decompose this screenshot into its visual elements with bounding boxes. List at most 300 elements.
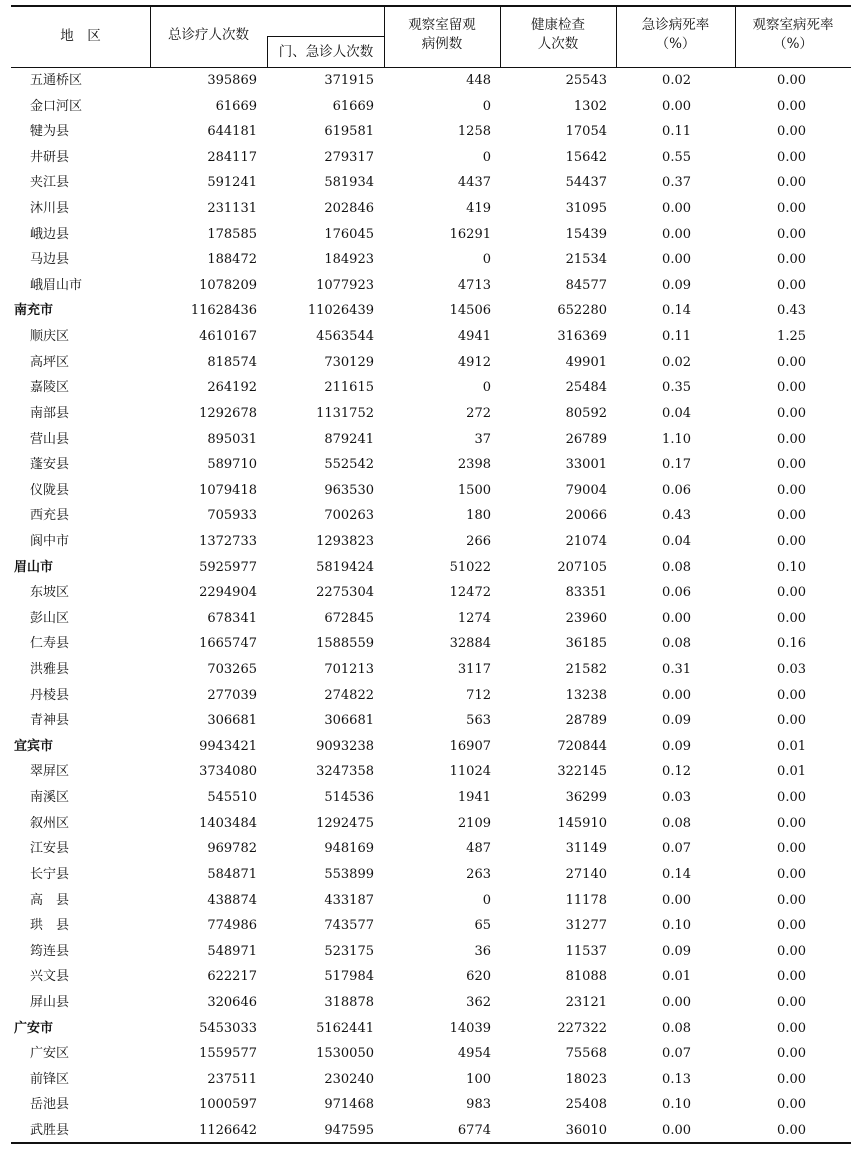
cell-outpatient: 581934 xyxy=(324,175,374,190)
cell-observation: 448 xyxy=(466,73,491,88)
cell-health: 23960 xyxy=(565,611,607,626)
cell-obs-rate: 0.01 xyxy=(777,739,806,754)
cell-health: 207105 xyxy=(557,560,607,575)
cell-observation: 11024 xyxy=(449,764,491,779)
cell-obs-rate: 0.00 xyxy=(777,969,806,984)
cell-outpatient: 4563544 xyxy=(316,329,374,344)
cell-obs-rate: 0.00 xyxy=(777,688,806,703)
cell-health: 31095 xyxy=(565,201,607,216)
cell-obs-rate: 0.00 xyxy=(777,483,806,498)
cell-observation: 4941 xyxy=(457,329,491,344)
region-name: 峨眉山市 xyxy=(30,278,83,293)
region-name: 长宁县 xyxy=(30,867,70,882)
cell-total: 591241 xyxy=(207,175,257,190)
region-name: 南充市 xyxy=(14,303,54,318)
cell-obs-rate: 0.00 xyxy=(777,611,806,626)
cell-outpatient: 553899 xyxy=(324,867,374,882)
cell-outpatient: 971468 xyxy=(324,1097,374,1112)
cell-outpatient: 11026439 xyxy=(307,303,374,318)
region-name: 翠屏区 xyxy=(30,764,70,779)
region-name: 叙州区 xyxy=(30,816,70,831)
region-name: 洪雅县 xyxy=(30,662,70,677)
cell-outpatient: 1077923 xyxy=(316,278,374,293)
cell-total: 705933 xyxy=(207,508,257,523)
region-name: 屏山县 xyxy=(30,995,70,1010)
cell-er-rate: 0.09 xyxy=(662,944,691,959)
cell-er-rate: 0.14 xyxy=(662,303,691,318)
cell-observation: 14506 xyxy=(449,303,491,318)
region-name: 岳池县 xyxy=(30,1097,70,1112)
region-name: 前锋区 xyxy=(30,1072,70,1087)
cell-total: 188472 xyxy=(207,252,257,267)
region-name: 马边县 xyxy=(30,252,70,267)
region-name: 夹江县 xyxy=(30,175,70,190)
cell-er-rate: 0.00 xyxy=(662,893,691,908)
cell-health: 25484 xyxy=(565,380,607,395)
cell-total: 2294904 xyxy=(199,585,257,600)
cell-outpatient: 274822 xyxy=(324,688,374,703)
cell-total: 1372733 xyxy=(199,534,257,549)
cell-outpatient: 3247358 xyxy=(316,764,374,779)
cell-outpatient: 523175 xyxy=(324,944,374,959)
cell-total: 969782 xyxy=(207,841,257,856)
cell-health: 36185 xyxy=(565,636,607,651)
cell-health: 28789 xyxy=(565,713,607,728)
cell-er-rate: 0.06 xyxy=(662,483,691,498)
region-name: 江安县 xyxy=(30,841,70,856)
cell-er-rate: 0.07 xyxy=(662,1046,691,1061)
cell-obs-rate: 0.00 xyxy=(777,713,806,728)
cell-outpatient: 230240 xyxy=(324,1072,374,1087)
cell-observation: 1258 xyxy=(457,124,491,139)
cell-health: 49901 xyxy=(565,355,607,370)
cell-observation: 983 xyxy=(466,1097,491,1112)
cell-health: 31277 xyxy=(565,918,607,933)
region-name: 井研县 xyxy=(30,150,70,165)
cell-observation: 362 xyxy=(466,995,491,1010)
cell-total: 703265 xyxy=(207,662,257,677)
cell-total: 231131 xyxy=(207,201,257,216)
header-health-check: 健康检查 人次数 xyxy=(531,17,585,52)
cell-observation: 14039 xyxy=(449,1021,491,1036)
cell-health: 13238 xyxy=(565,688,607,703)
cell-obs-rate: 0.00 xyxy=(777,380,806,395)
region-name: 仁寿县 xyxy=(30,636,70,651)
cell-obs-rate: 0.00 xyxy=(777,790,806,805)
cell-er-rate: 0.01 xyxy=(662,969,691,984)
region-name: 营山县 xyxy=(30,432,70,447)
region-name: 珙 县 xyxy=(30,918,70,933)
cell-observation: 0 xyxy=(482,893,491,908)
header-emergency-mortality: 急诊病死率 （%） xyxy=(641,17,710,52)
cell-outpatient: 1131752 xyxy=(316,406,374,421)
cell-outpatient: 517984 xyxy=(324,969,374,984)
region-name: 筠连县 xyxy=(30,944,70,959)
cell-total: 9943421 xyxy=(199,739,257,754)
region-name: 东坡区 xyxy=(30,585,70,600)
cell-health: 25408 xyxy=(565,1097,607,1112)
cell-er-rate: 0.10 xyxy=(662,1097,691,1112)
cell-obs-rate: 1.25 xyxy=(777,329,806,344)
cell-total: 1078209 xyxy=(199,278,257,293)
cell-er-rate: 0.04 xyxy=(662,406,691,421)
cell-obs-rate: 0.01 xyxy=(777,764,806,779)
region-name: 五通桥区 xyxy=(30,73,83,88)
cell-er-rate: 0.00 xyxy=(662,1123,691,1138)
cell-total: 3734080 xyxy=(199,764,257,779)
cell-total: 548971 xyxy=(207,944,257,959)
cell-total: 678341 xyxy=(207,611,257,626)
region-name: 犍为县 xyxy=(30,124,70,139)
cell-outpatient: 700263 xyxy=(324,508,374,523)
cell-observation: 0 xyxy=(482,150,491,165)
cell-health: 1302 xyxy=(573,99,607,114)
cell-obs-rate: 0.00 xyxy=(777,457,806,472)
cell-outpatient: 514536 xyxy=(324,790,374,805)
cell-outpatient: 306681 xyxy=(324,713,374,728)
cell-obs-rate: 0.00 xyxy=(777,585,806,600)
region-name: 青神县 xyxy=(30,713,70,728)
cell-obs-rate: 0.00 xyxy=(777,227,806,242)
cell-obs-rate: 0.00 xyxy=(777,201,806,216)
cell-obs-rate: 0.00 xyxy=(777,150,806,165)
cell-outpatient: 9093238 xyxy=(316,739,374,754)
cell-total: 818574 xyxy=(207,355,257,370)
cell-total: 1000597 xyxy=(199,1097,257,1112)
cell-observation: 487 xyxy=(466,841,491,856)
cell-outpatient: 318878 xyxy=(324,995,374,1010)
cell-outpatient: 879241 xyxy=(324,432,374,447)
cell-observation: 180 xyxy=(466,508,491,523)
cell-total: 264192 xyxy=(207,380,257,395)
cell-total: 895031 xyxy=(207,432,257,447)
region-name: 峨边县 xyxy=(30,227,70,242)
cell-observation: 272 xyxy=(466,406,491,421)
cell-obs-rate: 0.00 xyxy=(777,252,806,267)
cell-observation: 16291 xyxy=(449,227,491,242)
cell-health: 21074 xyxy=(565,534,607,549)
region-name: 丹棱县 xyxy=(30,688,70,703)
cell-observation: 2109 xyxy=(457,816,491,831)
cell-er-rate: 0.07 xyxy=(662,841,691,856)
cell-outpatient: 176045 xyxy=(324,227,374,242)
cell-outpatient: 61669 xyxy=(332,99,374,114)
cell-health: 54437 xyxy=(565,175,607,190)
cell-health: 81088 xyxy=(565,969,607,984)
cell-health: 20066 xyxy=(565,508,607,523)
cell-health: 11537 xyxy=(565,944,607,959)
cell-obs-rate: 0.00 xyxy=(777,534,806,549)
cell-health: 11178 xyxy=(565,893,607,908)
cell-er-rate: 0.09 xyxy=(662,739,691,754)
region-name: 沐川县 xyxy=(30,201,70,216)
cell-observation: 37 xyxy=(474,432,491,447)
cell-total: 4610167 xyxy=(199,329,257,344)
cell-observation: 12472 xyxy=(449,585,491,600)
region-name: 宜宾市 xyxy=(14,739,54,754)
cell-obs-rate: 0.00 xyxy=(777,893,806,908)
cell-health: 21582 xyxy=(565,662,607,677)
cell-er-rate: 0.04 xyxy=(662,534,691,549)
cell-total: 438874 xyxy=(207,893,257,908)
cell-er-rate: 0.02 xyxy=(662,355,691,370)
region-name: 彭山区 xyxy=(30,611,70,626)
cell-observation: 4713 xyxy=(457,278,491,293)
cell-health: 80592 xyxy=(565,406,607,421)
cell-outpatient: 5162441 xyxy=(316,1021,374,1036)
region-name: 南部县 xyxy=(30,406,70,421)
cell-outpatient: 279317 xyxy=(324,150,374,165)
cell-total: 1665747 xyxy=(199,636,257,651)
cell-outpatient: 371915 xyxy=(324,73,374,88)
header-subrule xyxy=(267,36,384,37)
cell-observation: 32884 xyxy=(449,636,491,651)
cell-er-rate: 0.35 xyxy=(662,380,691,395)
cell-total: 1292678 xyxy=(199,406,257,421)
cell-total: 589710 xyxy=(207,457,257,472)
cell-obs-rate: 0.03 xyxy=(777,662,806,677)
cell-observation: 6774 xyxy=(457,1123,491,1138)
cell-health: 75568 xyxy=(565,1046,607,1061)
cell-total: 644181 xyxy=(207,124,257,139)
region-name: 高坪区 xyxy=(30,355,70,370)
cell-outpatient: 743577 xyxy=(324,918,374,933)
region-name: 广安市 xyxy=(14,1021,54,1036)
cell-er-rate: 0.37 xyxy=(662,175,691,190)
cell-obs-rate: 0.00 xyxy=(777,1123,806,1138)
cell-er-rate: 0.11 xyxy=(662,124,691,139)
cell-observation: 419 xyxy=(466,201,491,216)
cell-outpatient: 948169 xyxy=(324,841,374,856)
cell-er-rate: 0.10 xyxy=(662,918,691,933)
cell-health: 79004 xyxy=(565,483,607,498)
cell-er-rate: 0.00 xyxy=(662,611,691,626)
cell-health: 36299 xyxy=(565,790,607,805)
cell-outpatient: 1588559 xyxy=(316,636,374,651)
cell-outpatient: 730129 xyxy=(324,355,374,370)
cell-er-rate: 0.02 xyxy=(662,73,691,88)
cell-total: 277039 xyxy=(207,688,257,703)
region-name: 嘉陵区 xyxy=(30,380,70,395)
cell-health: 26789 xyxy=(565,432,607,447)
cell-total: 306681 xyxy=(207,713,257,728)
cell-total: 1559577 xyxy=(199,1046,257,1061)
cell-health: 15642 xyxy=(565,150,607,165)
cell-total: 178585 xyxy=(207,227,257,242)
cell-observation: 65 xyxy=(474,918,491,933)
header-region: 地 区 xyxy=(60,28,101,44)
region-name: 眉山市 xyxy=(14,560,54,575)
cell-outpatient: 672845 xyxy=(324,611,374,626)
cell-outpatient: 184923 xyxy=(324,252,374,267)
header-bottom-rule xyxy=(11,67,851,68)
cell-observation: 51022 xyxy=(449,560,491,575)
cell-obs-rate: 0.43 xyxy=(777,303,806,318)
cell-obs-rate: 0.00 xyxy=(777,1021,806,1036)
cell-total: 5453033 xyxy=(199,1021,257,1036)
cell-er-rate: 0.00 xyxy=(662,995,691,1010)
cell-outpatient: 433187 xyxy=(324,893,374,908)
cell-observation: 0 xyxy=(482,380,491,395)
cell-er-rate: 0.00 xyxy=(662,99,691,114)
cell-er-rate: 0.14 xyxy=(662,867,691,882)
cell-outpatient: 963530 xyxy=(324,483,374,498)
cell-outpatient: 947595 xyxy=(324,1123,374,1138)
cell-er-rate: 0.31 xyxy=(662,662,691,677)
cell-observation: 712 xyxy=(466,688,491,703)
cell-total: 61669 xyxy=(215,99,257,114)
cell-obs-rate: 0.00 xyxy=(777,841,806,856)
cell-obs-rate: 0.10 xyxy=(777,560,806,575)
cell-total: 584871 xyxy=(207,867,257,882)
cell-obs-rate: 0.00 xyxy=(777,918,806,933)
cell-health: 17054 xyxy=(565,124,607,139)
cell-er-rate: 0.08 xyxy=(662,1021,691,1036)
cell-obs-rate: 0.00 xyxy=(777,432,806,447)
cell-health: 84577 xyxy=(565,278,607,293)
header-observation-mortality: 观察室病死率 （%） xyxy=(752,17,834,52)
region-name: 仪陇县 xyxy=(30,483,70,498)
cell-health: 227322 xyxy=(557,1021,607,1036)
cell-obs-rate: 0.00 xyxy=(777,1072,806,1087)
header-total-visits: 总诊疗人次数 xyxy=(168,27,249,43)
cell-observation: 266 xyxy=(466,534,491,549)
cell-health: 25543 xyxy=(565,73,607,88)
cell-total: 1079418 xyxy=(199,483,257,498)
cell-er-rate: 0.08 xyxy=(662,560,691,575)
cell-outpatient: 1292475 xyxy=(316,816,374,831)
cell-total: 1403484 xyxy=(199,816,257,831)
cell-obs-rate: 0.00 xyxy=(777,1046,806,1061)
cell-er-rate: 0.08 xyxy=(662,636,691,651)
cell-observation: 620 xyxy=(466,969,491,984)
cell-er-rate: 0.00 xyxy=(662,252,691,267)
cell-health: 83351 xyxy=(565,585,607,600)
cell-observation: 4954 xyxy=(457,1046,491,1061)
cell-outpatient: 2275304 xyxy=(316,585,374,600)
cell-outpatient: 202846 xyxy=(324,201,374,216)
cell-er-rate: 0.09 xyxy=(662,278,691,293)
cell-total: 11628436 xyxy=(190,303,257,318)
region-name: 广安区 xyxy=(30,1046,70,1061)
cell-outpatient: 1293823 xyxy=(316,534,374,549)
cell-health: 15439 xyxy=(565,227,607,242)
cell-health: 316369 xyxy=(557,329,607,344)
cell-er-rate: 0.00 xyxy=(662,688,691,703)
cell-obs-rate: 0.00 xyxy=(777,816,806,831)
cell-total: 237511 xyxy=(207,1072,257,1087)
region-name: 金口河区 xyxy=(30,99,83,114)
cell-outpatient: 701213 xyxy=(324,662,374,677)
cell-er-rate: 0.09 xyxy=(662,713,691,728)
cell-observation: 4437 xyxy=(457,175,491,190)
cell-observation: 4912 xyxy=(457,355,491,370)
cell-outpatient: 1530050 xyxy=(316,1046,374,1061)
cell-total: 395869 xyxy=(207,73,257,88)
cell-er-rate: 0.03 xyxy=(662,790,691,805)
cell-er-rate: 0.12 xyxy=(662,764,691,779)
cell-health: 27140 xyxy=(565,867,607,882)
cell-observation: 36 xyxy=(474,944,491,959)
cell-obs-rate: 0.00 xyxy=(777,406,806,421)
cell-observation: 2398 xyxy=(457,457,491,472)
cell-obs-rate: 0.16 xyxy=(777,636,806,651)
header-observation: 观察室留观 病例数 xyxy=(408,17,476,52)
cell-er-rate: 0.08 xyxy=(662,816,691,831)
cell-health: 31149 xyxy=(565,841,607,856)
cell-er-rate: 0.06 xyxy=(662,585,691,600)
header-outpatient-emergency: 门、急诊人次数 xyxy=(278,44,374,60)
region-name: 阆中市 xyxy=(30,534,70,549)
cell-observation: 0 xyxy=(482,99,491,114)
cell-obs-rate: 0.00 xyxy=(777,73,806,88)
cell-obs-rate: 0.00 xyxy=(777,175,806,190)
region-name: 顺庆区 xyxy=(30,329,70,344)
cell-obs-rate: 0.00 xyxy=(777,944,806,959)
region-name: 西充县 xyxy=(30,508,70,523)
cell-observation: 100 xyxy=(466,1072,491,1087)
cell-outpatient: 5819424 xyxy=(316,560,374,575)
table-bottom-rule xyxy=(11,1142,851,1144)
cell-obs-rate: 0.00 xyxy=(777,99,806,114)
region-name: 蓬安县 xyxy=(30,457,70,472)
cell-total: 5925977 xyxy=(199,560,257,575)
cell-er-rate: 0.00 xyxy=(662,201,691,216)
cell-outpatient: 211615 xyxy=(324,380,374,395)
cell-observation: 1500 xyxy=(457,483,491,498)
cell-er-rate: 1.10 xyxy=(662,432,691,447)
cell-health: 652280 xyxy=(557,303,607,318)
cell-total: 320646 xyxy=(207,995,257,1010)
cell-obs-rate: 0.00 xyxy=(777,867,806,882)
cell-observation: 3117 xyxy=(457,662,491,677)
cell-health: 18023 xyxy=(565,1072,607,1087)
cell-er-rate: 0.11 xyxy=(662,329,691,344)
region-name: 南溪区 xyxy=(30,790,70,805)
cell-observation: 0 xyxy=(482,252,491,267)
cell-er-rate: 0.17 xyxy=(662,457,691,472)
cell-er-rate: 0.00 xyxy=(662,227,691,242)
region-name: 高 县 xyxy=(30,893,70,908)
cell-er-rate: 0.13 xyxy=(662,1072,691,1087)
cell-health: 33001 xyxy=(565,457,607,472)
cell-observation: 1274 xyxy=(457,611,491,626)
cell-health: 23121 xyxy=(565,995,607,1010)
cell-obs-rate: 0.00 xyxy=(777,1097,806,1112)
cell-total: 622217 xyxy=(207,969,257,984)
cell-obs-rate: 0.00 xyxy=(777,278,806,293)
cell-health: 21534 xyxy=(565,252,607,267)
cell-health: 720844 xyxy=(557,739,607,754)
region-name: 武胜县 xyxy=(30,1123,70,1138)
cell-observation: 16907 xyxy=(449,739,491,754)
cell-observation: 1941 xyxy=(457,790,491,805)
cell-obs-rate: 0.00 xyxy=(777,508,806,523)
cell-observation: 563 xyxy=(466,713,491,728)
cell-health: 36010 xyxy=(565,1123,607,1138)
cell-outpatient: 552542 xyxy=(324,457,374,472)
cell-health: 322145 xyxy=(557,764,607,779)
cell-total: 284117 xyxy=(207,150,257,165)
cell-obs-rate: 0.00 xyxy=(777,355,806,370)
cell-observation: 263 xyxy=(466,867,491,882)
cell-health: 145910 xyxy=(557,816,607,831)
cell-er-rate: 0.55 xyxy=(662,150,691,165)
table-top-rule xyxy=(11,5,851,7)
cell-obs-rate: 0.00 xyxy=(777,124,806,139)
cell-total: 774986 xyxy=(207,918,257,933)
cell-outpatient: 619581 xyxy=(324,124,374,139)
